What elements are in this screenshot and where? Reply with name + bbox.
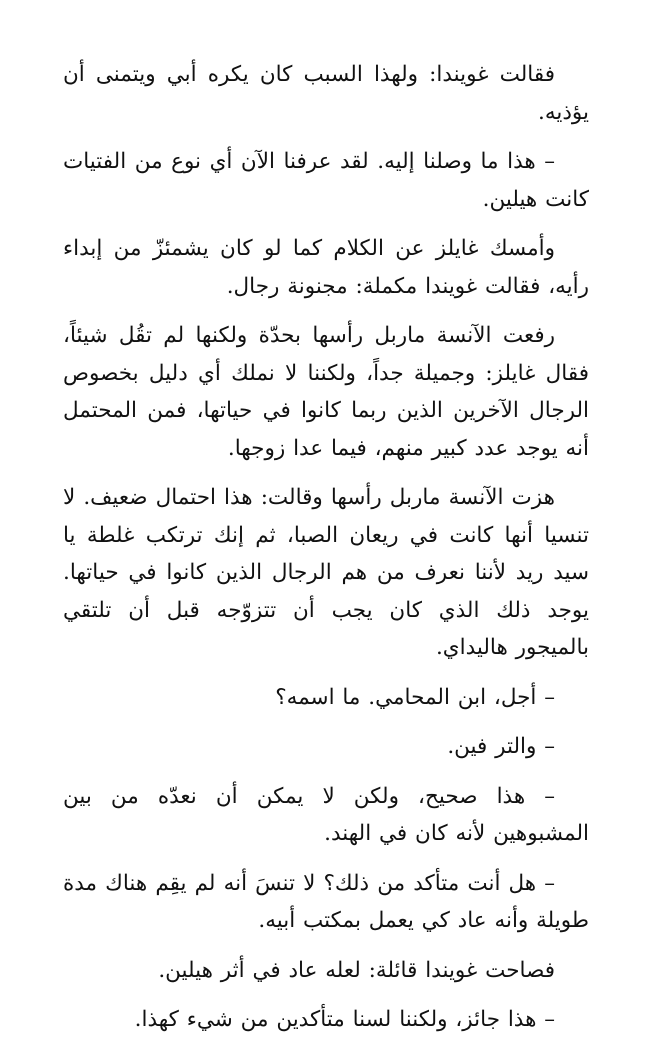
paragraph-6: – أجل، ابن المحامي. ما اسمه؟	[275, 684, 555, 710]
paragraph-4: رفعت الآنسة ماربل رأسها بحدّة ولكنها لم تقُل شيئاً، فقال غايلز: وجميلة جداً، ولكننا لا نملك أي دليل بخصوص الرجال الآخرين الذين ربما كانوا في حياتها، فمن المحتمل أنه يوجد عدد كبير منهم، فيما عدا زوجها.	[63, 323, 589, 461]
paragraph-5: هزت الآنسة ماربل رأسها وقالت: هذا احتمال ضعيف. لا تنسيا أنها كانت في ريعان الصبا، ثم إنك ترتكب غلطة يا سيد ريد لأننا نعرف من هم الرجال الذين كانوا في حياتها. يوجد ذلك الذي كان يجب أن تتزوّجه قبل أن تلتقي بالميجور هاليداي.	[63, 485, 589, 660]
paragraph-10: فصاحت غويندا قائلة: لعله عاد في أثر هيلين.	[158, 957, 555, 983]
paragraph-11: – هذا جائز، ولكننا لسنا متأكدين من شيء كهذا.	[134, 1007, 555, 1032]
paragraph-8: – هذا صحيح، ولكن لا يمكن أن نعدّه من بين المشبوهين لأنه كان في الهند.	[63, 783, 589, 846]
paragraph-9: – هل أنت متأكد من ذلك؟ لا تنسَ أنه لم يقِم هناك مدة طويلة وأنه عاد كي يعمل بمكتب أبيه.	[63, 870, 589, 933]
book-page	[63, 56, 589, 1039]
paragraph-3: وأمسك غايلز عن الكلام كما لو كان يشمئزّ من إبداء رأيه، فقالت غويندا مكملة: مجنونة رجال.	[63, 236, 589, 299]
paragraph-7: – والتر فين.	[447, 734, 555, 759]
paragraph-2: – هذا ما وصلنا إليه. لقد عرفنا الآن أي نوع من الفتيات كانت هيلين.	[63, 149, 589, 212]
paragraph-1: فقالت غويندا: ولهذا السبب كان يكره أبي ويتمنى أن يؤذيه.	[63, 62, 589, 125]
